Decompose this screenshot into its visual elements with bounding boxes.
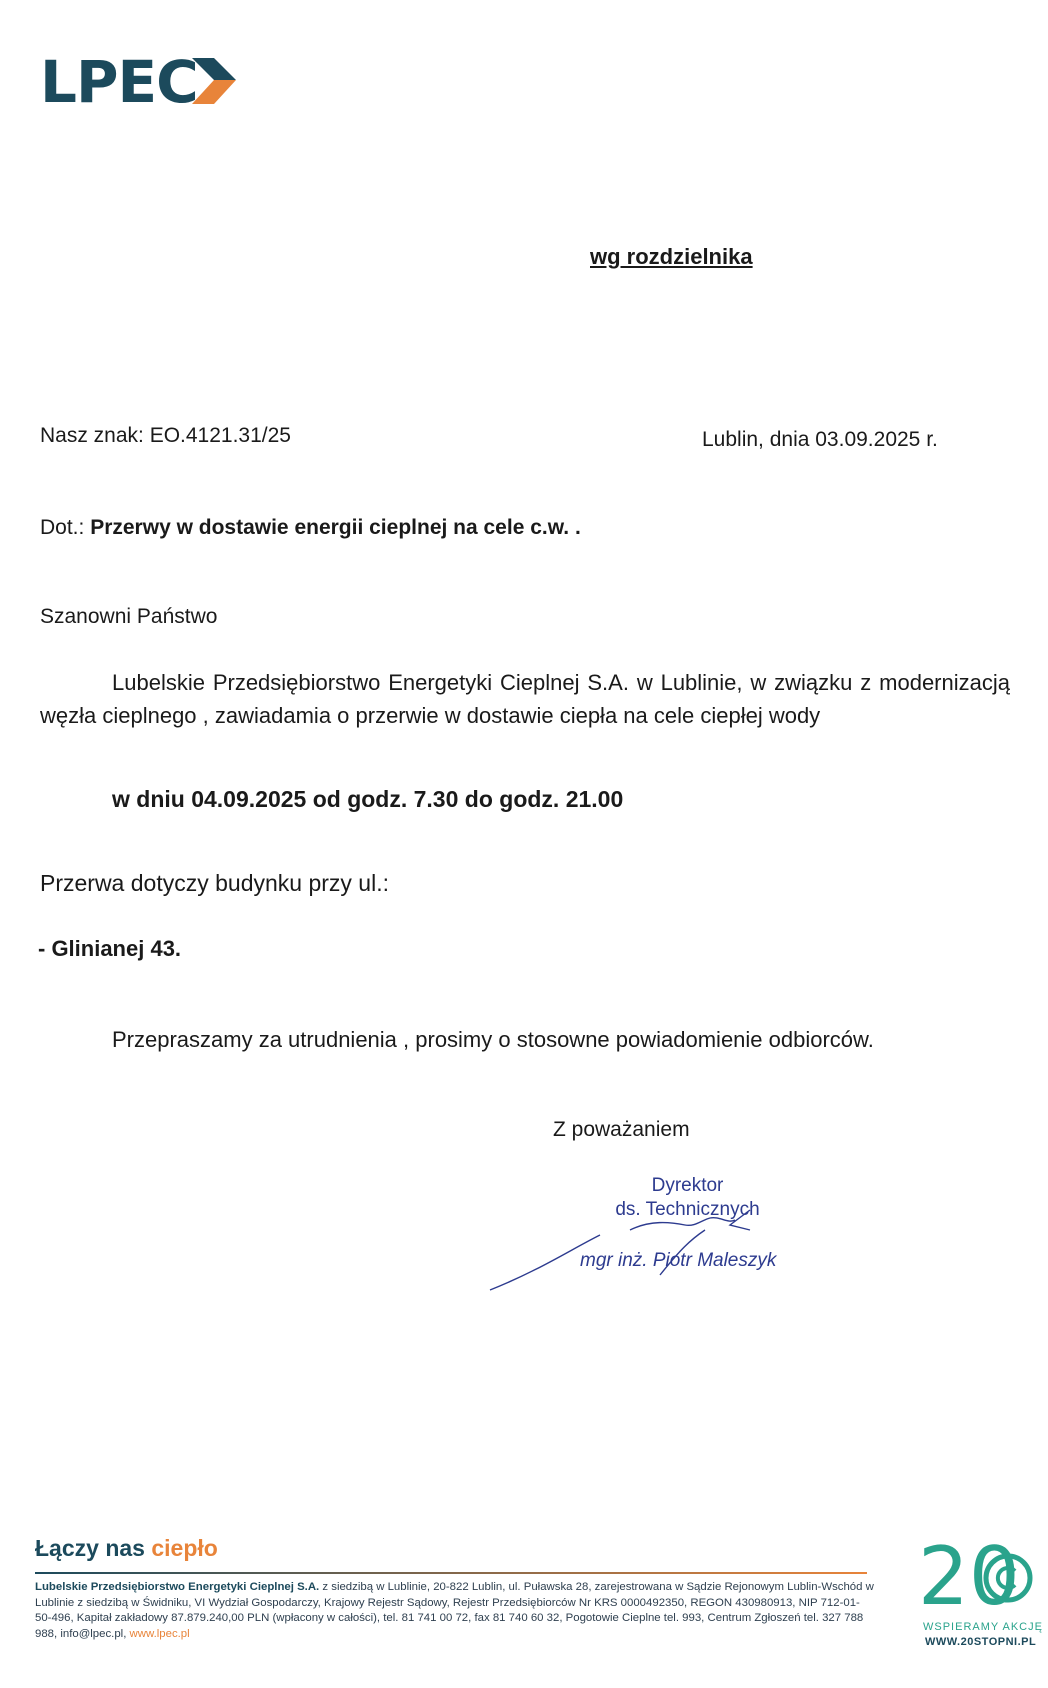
copyright-circle-icon: [982, 1552, 1034, 1604]
closing-phrase: Z poważaniem: [553, 1118, 690, 1141]
footer-info-contact: tel. 81 741 00 72, fax 81 740 60 32, Pogotowie Cieplne tel. 993, Centrum Zgłoszeń tel. 327 788 988, info@lpec.pl,: [35, 1612, 864, 1640]
footer-website-link[interactable]: www.lpec.pl: [129, 1627, 190, 1640]
footer-slogan: [35, 1535, 218, 1562]
logo-chevron-icon: [192, 58, 238, 104]
signatory-title-line1: Dyrektor: [651, 1175, 724, 1196]
footer-company-name: Lubelskie Przedsiębiorstwo Energetyki Cieplnej S.A.: [35, 1581, 320, 1593]
campaign-badge-text: WSPIERAMY AKCJĘ: [923, 1621, 1043, 1633]
logo-text: LPEC: [40, 48, 198, 116]
slogan-part2: ciepło: [151, 1535, 218, 1561]
footer-company-info: [35, 1580, 875, 1642]
body-paragraph: Lubelskie Przedsiębiorstwo Energetyki Cieplnej S.A. w Lublinie, w związku z modernizacją węzła cieplnego , zawiadamia o przerwie w dostawie ciepła na cele ciepłej wody: [40, 670, 1010, 728]
recipient-line: wg rozdzielnika: [590, 244, 753, 269]
company-logo: [40, 48, 260, 116]
footer-divider: [35, 1572, 867, 1574]
subject-line: [40, 516, 581, 540]
footer-info-registration: z siedzibą w Lublinie, 20-822 Lublin, ul. Puławska 28, zarejestrowana w Sądzie Rejonowym Lublin-Wschód w Lublinie z siedzibą w Świdniku, VI Wydział Gospodarczy, Krajowy Rejestr Sądowy, Rejestr Przedsiębiorców Nr KRS 0000492350, REGON 430980913, NIP 712-01-50-496, Kapitał zakładowy 87.879.240,00 PLN (wpłacony w całości),: [35, 1581, 874, 1624]
signatory-name: mgr inż. Piotr Maleszyk: [580, 1250, 777, 1271]
reference-number: Nasz znak: EO.4121.31/25: [40, 424, 291, 447]
subject-prefix: Dot.:: [40, 516, 85, 539]
place-date: Lublin, dnia 03.09.2025 r.: [702, 428, 938, 451]
campaign-badge-number: 20: [918, 1530, 1020, 1623]
street-address: - Glinianej 43.: [38, 936, 182, 961]
campaign-badge-url: WWW.20STOPNI.PL: [925, 1636, 1037, 1648]
apology-text: Przepraszamy za utrudnienia , prosimy o stosowne powiadomienie odbiorców.: [112, 1027, 874, 1052]
slogan-part1: Łączy nas: [35, 1535, 145, 1561]
subject-text: Przerwy w dostawie energii cieplnej na cele c.w. .: [90, 516, 581, 539]
salutation: Szanowni Państwo: [40, 605, 218, 628]
building-intro: Przerwa dotyczy budynku przy ul.:: [40, 870, 389, 896]
outage-dates: w dniu 04.09.2025 od godz. 7.30 do godz. 21.00: [112, 786, 624, 812]
signatory-title: [600, 1174, 775, 1222]
signatory-title-line2: ds. Technicznych: [615, 1199, 760, 1220]
